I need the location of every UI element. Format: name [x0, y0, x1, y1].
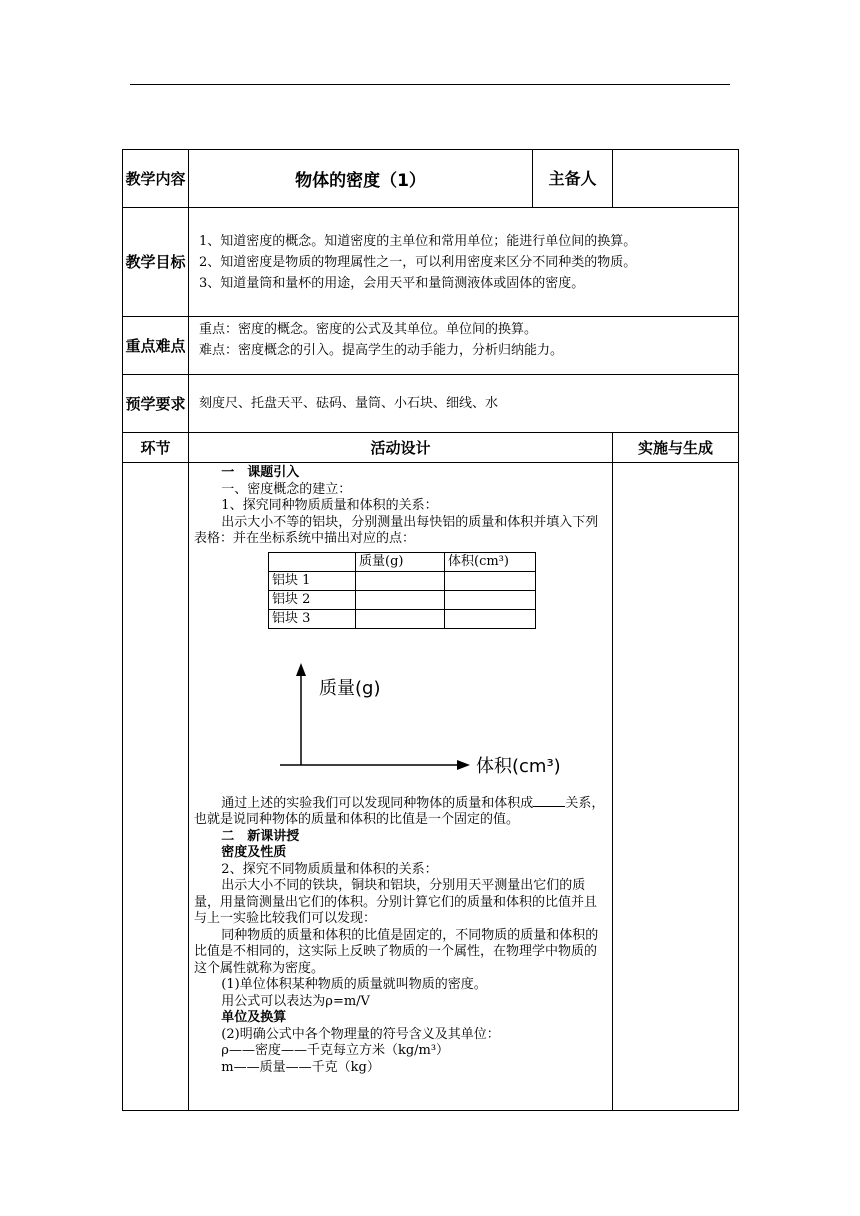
conclusion-part-a: 通过上述的实验我们可以发现同种物体的质量和体积成: [221, 795, 534, 811]
key-points-text: [189, 317, 739, 375]
y-axis-arrow: [296, 663, 306, 676]
col-activity-header: 活动设计: [189, 433, 613, 463]
al-th-volume: 体积(cm³): [445, 552, 536, 571]
al-cell: [356, 609, 445, 628]
key-point-2: 难点：密度概念的引入。提高学生的动手能力，分析归纳能力。: [199, 343, 564, 358]
mass-definition: m——质量——千克（kg）: [221, 1059, 380, 1075]
section-1-title: 一 课题引入: [221, 465, 300, 480]
key-point-1: 重点：密度的概念。密度的公式及其单位。单位间的换算。: [199, 322, 538, 337]
al-cell: [356, 571, 445, 590]
lesson-plan-table: [122, 149, 739, 1111]
lesson-title: 物体的密度（1）: [189, 150, 533, 208]
key-points-label: 重点难点: [123, 317, 189, 375]
al-row-label: 铝块 2: [269, 590, 356, 609]
section-2-title: 二 新课讲授: [221, 828, 300, 844]
section-1-sub: 一、密度概念的建立：: [221, 481, 352, 497]
x-axis-arrow: [457, 760, 470, 770]
y-axis-label: 质量(g): [319, 677, 381, 699]
al-row-label: 铝块 3: [269, 609, 356, 628]
section-3-item: (2)明确公式中各个物理量的符号含义及其单位：: [221, 1026, 500, 1042]
section-2-para-2: 同种物质的质量和体积的比值是固定的，不同物质的质量和体积的比值是不相同的，这实际上反映了物质的一个属性，在物理学中物质的这个属性就称为密度。: [194, 927, 599, 976]
density-definition: (1)单位体积某种物质的质量就叫物质的密度。: [221, 977, 487, 992]
table-row: [269, 590, 536, 609]
goal-1: 1、知道密度的概念。知道密度的主单位和常用单位；能进行单位间的换算。: [199, 233, 637, 249]
section-2-para-1: 出示大小不同的铁块，铜块和铝块，分别用天平测量出它们的质量，用量筒测量出它们的体积。分别计算它们的质量和体积的比值并且与上一实验比较我们可以发现：: [194, 878, 598, 926]
conclusion-part-b: 关系，也就是说同种物体的质量和体积的比值是一个固定的值。: [194, 795, 605, 827]
preparer-label: 主备人: [533, 150, 613, 208]
fill-blank: [533, 794, 565, 807]
density-formula: 用公式可以表达为ρ=m/V: [221, 993, 370, 1009]
prep-text: 刻度尺、托盘天平、砝码、量筒、小石块、细线、水: [189, 375, 739, 433]
content-label: 教学内容: [123, 150, 189, 208]
preparer-value: [613, 150, 739, 208]
prep-label: 预学要求: [123, 375, 189, 433]
section-1-item: 1、探究同种物质质量和体积的关系：: [221, 498, 438, 513]
activity-cell: [189, 463, 613, 1111]
section-2-item: 2、探究不同物质质量和体积的关系：: [221, 861, 438, 877]
section-2-sub: 密度及性质: [221, 845, 287, 860]
section-1-instruction: 出示大小不等的铝块，分别测量出每快铝的质量和体积并填入下列表格：并在坐标系统中描出对应的点：: [194, 514, 599, 546]
stage-cell: [123, 463, 189, 1111]
implementation-cell: [613, 463, 739, 1111]
al-th-0: [269, 552, 356, 571]
conclusion-text: [194, 794, 608, 829]
table-row: [269, 571, 536, 590]
table-row: [269, 609, 536, 628]
aluminum-table: [268, 552, 536, 629]
goals-text: [189, 208, 739, 317]
col-stage-header: 环节: [123, 433, 189, 463]
col-implementation-header: 实施与生成: [613, 433, 739, 463]
header-rule: [130, 84, 730, 85]
rho-definition: ρ——密度——千克每立方米（kg/m³）: [221, 1043, 450, 1058]
goals-label: 教学目标: [123, 208, 189, 317]
mass-volume-graph: [194, 629, 608, 794]
x-axis-label: 体积(cm³): [476, 755, 561, 777]
goal-3: 3、知道量筒和量杯的用途，会用天平和量筒测液体或固体的密度。: [199, 275, 585, 291]
goal-2: 2、知道密度是物质的物理属性之一，可以利用密度来区分不同种类的物质。: [199, 254, 637, 270]
al-th-mass: 质量(g): [356, 552, 445, 571]
section-3-title: 单位及换算: [221, 1010, 287, 1025]
al-cell: [356, 590, 445, 609]
al-cell: [445, 571, 536, 590]
al-cell: [445, 609, 536, 628]
al-row-label: 铝块 1: [269, 571, 356, 590]
al-cell: [445, 590, 536, 609]
